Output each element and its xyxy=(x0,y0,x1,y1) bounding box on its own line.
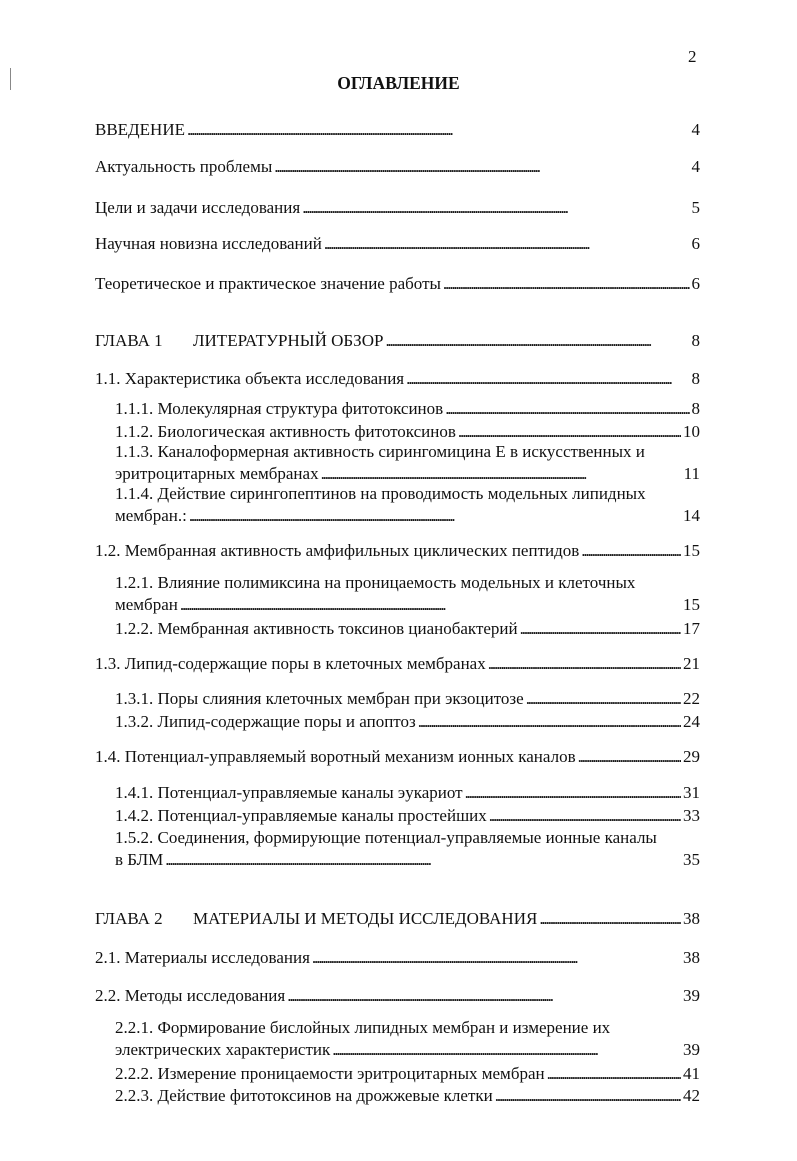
toc-page-number: 29 xyxy=(683,747,700,766)
toc-entry-line: 1.5.2. Соединения, формирующие потенциал-управляемые ионные каналы xyxy=(115,828,657,847)
toc-entry-text: 1.3. Липид-содержащие поры в клеточных мембранах xyxy=(95,654,486,673)
dot-leader xyxy=(274,156,689,178)
dot-leader xyxy=(489,805,681,827)
toc-entry-text: 1.4. Потенциал-управляемый воротный механизм ионных каналов xyxy=(95,747,576,766)
toc-entry xyxy=(95,233,700,255)
dot-leader xyxy=(539,908,681,930)
dot-leader xyxy=(445,398,689,420)
toc-entry xyxy=(115,711,700,733)
toc-entry-text: 1.2. Мембранная активность амфифильных циклических пептидов xyxy=(95,541,580,560)
toc-page-number: 4 xyxy=(691,157,700,176)
dot-leader xyxy=(526,688,681,710)
toc-entry-text: в БЛМ xyxy=(115,850,164,869)
toc-entry xyxy=(95,746,700,768)
toc-page-number: 21 xyxy=(683,654,700,673)
toc-page-number: 41 xyxy=(683,1064,700,1083)
toc-page-number: 8 xyxy=(691,399,700,418)
toc-page-number: 5 xyxy=(691,198,700,217)
toc-page-number: 17 xyxy=(683,619,700,638)
toc-page-number: 38 xyxy=(683,948,700,967)
toc-entry xyxy=(95,273,700,295)
dot-leader xyxy=(287,985,681,1007)
toc-entry-line: 2.2.1. Формирование бислойных липидных мембран и измерение их xyxy=(115,1018,611,1037)
toc-entry xyxy=(115,483,700,527)
toc-page-number: 38 xyxy=(683,909,700,928)
dot-leader xyxy=(302,197,689,219)
dot-leader xyxy=(520,618,681,640)
toc-entry-text: 1.2.2. Мембранная активность токсинов цианобактерий xyxy=(115,619,518,638)
dot-leader xyxy=(578,746,681,768)
page-title: ОГЛАВЛЕНИЕ xyxy=(337,73,460,93)
toc-entry xyxy=(95,985,700,1007)
toc-entry-text: 1.3.2. Липид-содержащие поры и апоптоз xyxy=(115,712,416,731)
toc-entry-line: 1.1.3. Каналоформерная активность сирингомицина Е в искусственных и xyxy=(115,442,645,461)
toc-entry-text: 1.4.1. Потенциал-управляемые каналы эукариот xyxy=(115,783,463,802)
dot-leader xyxy=(443,273,690,295)
dot-leader xyxy=(488,653,681,675)
toc-page-number: 33 xyxy=(683,806,700,825)
toc-entry-text: 2.2.2. Измерение проницаемости эритроцитарных мембран xyxy=(115,1064,545,1083)
toc-entry xyxy=(115,572,700,616)
toc-entry-text: мембран.: xyxy=(115,506,187,525)
dot-leader xyxy=(189,505,681,527)
dot-leader xyxy=(581,540,681,562)
toc-page-number: 22 xyxy=(683,689,700,708)
toc-entry xyxy=(95,197,700,219)
toc-entry xyxy=(115,618,700,640)
toc-entry xyxy=(95,330,700,352)
toc-entry xyxy=(115,805,700,827)
toc-entry-text: Цели и задачи исследования xyxy=(95,198,301,217)
toc-page-number: 39 xyxy=(683,1040,700,1059)
toc-page-number: 6 xyxy=(691,274,700,293)
toc-entry-text: 1.4.2. Потенциал-управляемые каналы простейших xyxy=(115,806,487,825)
page-number: 2 xyxy=(688,47,697,66)
toc-page-number: 10 xyxy=(683,422,700,441)
dot-leader xyxy=(385,330,689,352)
dot-leader xyxy=(312,947,681,969)
dot-leader xyxy=(165,849,681,871)
toc-page-number: 11 xyxy=(683,464,700,483)
toc-entry-text: ЛИТЕРАТУРНЫЙ ОБЗОР xyxy=(193,331,384,350)
dot-leader xyxy=(324,233,690,255)
dot-leader xyxy=(495,1085,681,1107)
toc-entry xyxy=(115,441,700,485)
toc-entry xyxy=(115,1085,700,1107)
toc-entry-text: эритроцитарных мембранах xyxy=(115,464,319,483)
toc-entry xyxy=(95,947,700,969)
toc-entry xyxy=(115,398,700,420)
toc-page-number: 15 xyxy=(683,595,700,614)
dot-leader xyxy=(332,1039,681,1061)
toc-entry-text: электрических характеристик xyxy=(115,1040,331,1059)
toc-entry xyxy=(95,368,700,390)
toc-entry-text: мембран xyxy=(115,595,178,614)
toc-entry-text: 2.1. Материалы исследования xyxy=(95,948,310,967)
toc-entry-text: Теоретическое и практическое значение работы xyxy=(95,274,441,293)
toc-entry-text: Актуальность проблемы xyxy=(95,157,273,176)
toc-entry-text: 1.1.2. Биологическая активность фитотоксинов xyxy=(115,422,456,441)
toc-entry xyxy=(115,1017,700,1061)
toc-entry xyxy=(95,653,700,675)
toc-page-number: 35 xyxy=(683,850,700,869)
toc-entry-text: 1.3.1. Поры слияния клеточных мембран при экзоцитозе xyxy=(115,689,524,708)
toc-entry-text: 1.1.1. Молекулярная структура фитотоксинов xyxy=(115,399,444,418)
toc-entry xyxy=(115,688,700,710)
toc-entry xyxy=(95,908,700,930)
toc-entry-text: ВВЕДЕНИЕ xyxy=(95,120,185,139)
toc-page-number: 31 xyxy=(683,783,700,802)
toc-entry xyxy=(95,119,700,141)
toc-entry-text: 1.1. Характеристика объекта исследования xyxy=(95,369,405,388)
toc-entry-text: МАТЕРИАЛЫ И МЕТОДЫ ИССЛЕДОВАНИЯ xyxy=(193,909,538,928)
toc-entry-line: 1.2.1. Влияние полимиксина на проницаемость модельных и клеточных xyxy=(115,573,636,592)
toc-page-number: 6 xyxy=(691,234,700,253)
toc-entry xyxy=(95,156,700,178)
toc-entry xyxy=(115,827,700,871)
chapter-label: ГЛАВА 1 xyxy=(95,331,163,350)
toc-entry-text: Научная новизна исследований xyxy=(95,234,322,253)
toc-page-number: 15 xyxy=(683,541,700,560)
toc-entry xyxy=(115,421,700,443)
toc-page-number: 8 xyxy=(691,369,700,388)
toc-entry-text: 2.2. Методы исследования xyxy=(95,986,286,1005)
dot-leader xyxy=(547,1063,681,1085)
dot-leader xyxy=(465,782,681,804)
dot-leader xyxy=(418,711,681,733)
dot-leader xyxy=(180,594,681,616)
toc-entry xyxy=(115,1063,700,1085)
toc-page-number: 4 xyxy=(691,120,700,139)
dot-leader xyxy=(321,463,682,485)
toc-entry xyxy=(115,782,700,804)
toc-page-number: 39 xyxy=(683,986,700,1005)
toc-entry xyxy=(95,540,700,562)
dot-leader xyxy=(406,368,689,390)
dot-leader xyxy=(187,119,690,141)
toc-page-number: 24 xyxy=(683,712,700,731)
toc-page-number: 14 xyxy=(683,506,700,525)
toc-entry-text: 2.2.3. Действие фитотоксинов на дрожжевые клетки xyxy=(115,1086,493,1105)
toc-page-number: 42 xyxy=(683,1086,700,1105)
toc-entry-line: 1.1.4. Действие сирингопептинов на проводимость модельных липидных xyxy=(115,484,646,503)
toc-page-number: 8 xyxy=(691,331,700,350)
dot-leader xyxy=(458,421,681,443)
chapter-label: ГЛАВА 2 xyxy=(95,909,163,928)
